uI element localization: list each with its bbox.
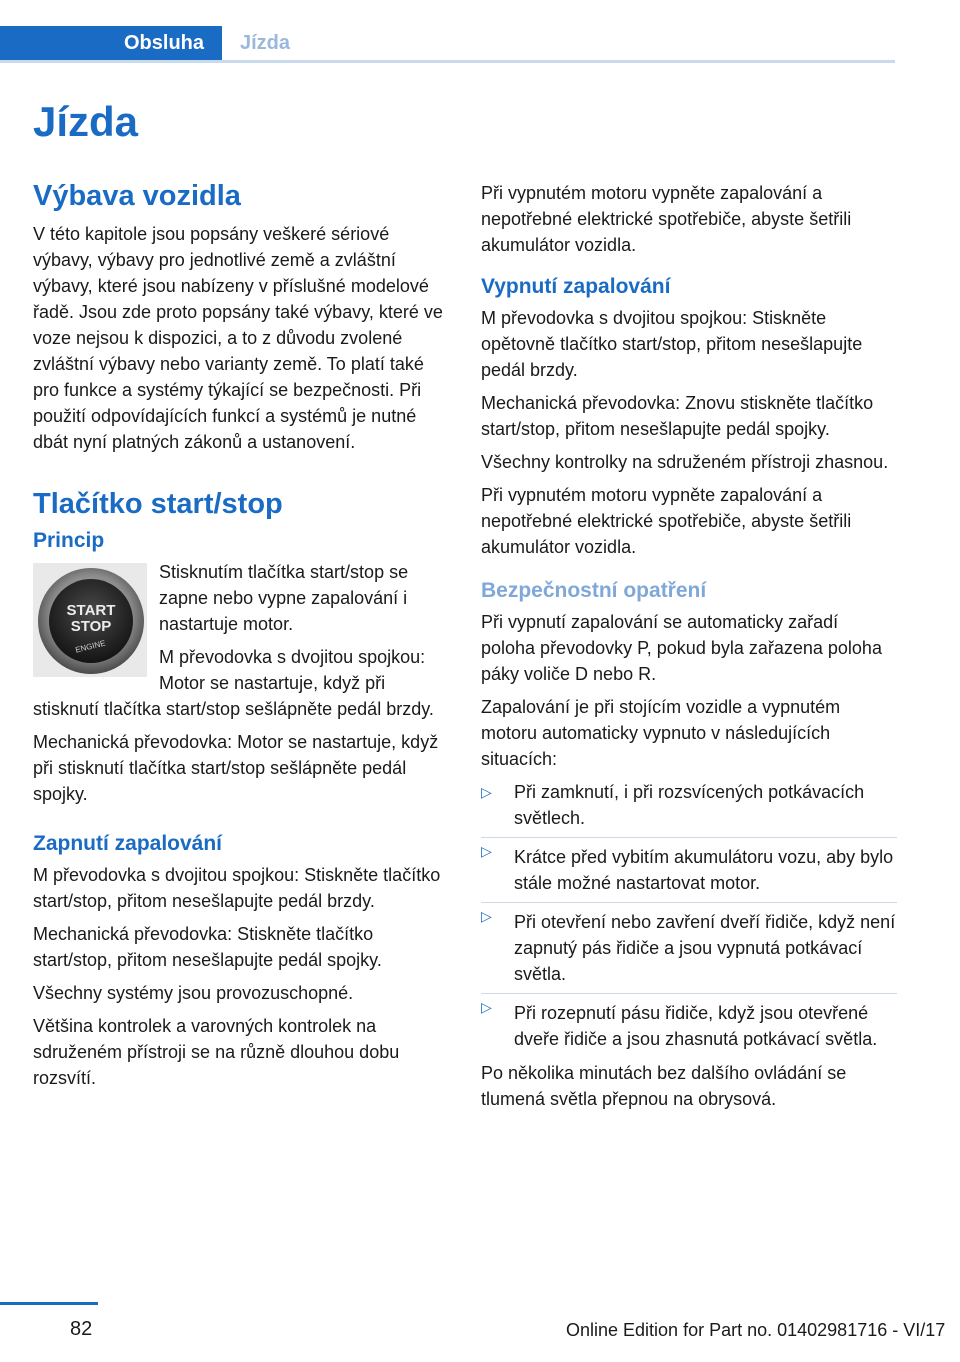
start-stop-button-icon: [33, 563, 147, 677]
header-divider: [0, 60, 895, 63]
list-item-text: Při rozepnutí pásu řidiče, když jsou otevřené dveře řidiče a jsou zhasnutá potkávací světla.: [514, 1003, 878, 1049]
paragraph: Mechanická převodovka: Motor se nastartuje, když při stisknutí tlačítka start/stop sešlápněte pedál spojky.: [33, 732, 439, 804]
list-item-text: Při zamknutí, i při rozsvícených potkávacích světlech.: [514, 782, 865, 828]
paragraph: Při vypnutém motoru vypněte zapalování a nepotřebné elektrické spotřebiče, abyste šetřili akumulátor vozidla.: [481, 183, 852, 255]
right-column: [481, 180, 897, 1119]
subsection-title-bezpecnost: Bezpečnostní opatření: [481, 579, 707, 602]
bullet-list: [481, 779, 897, 1052]
paragraph: Mechanická převodovka: Znovu stiskněte tlačítko start/stop, přitom nesešlapujte pedál spojky.: [481, 393, 874, 439]
paragraph: Po několika minutách bez dalšího ovládání se tlumená světla přepnou na obrysová.: [481, 1063, 847, 1109]
list-item-text: Při otevření nebo zavření dveří řidiče, když není zapnutý pás řidiče a jsou vypnutá potkávací světla.: [514, 912, 896, 984]
triangle-bullet-icon: ▷: [481, 784, 492, 800]
left-column: [33, 180, 448, 1098]
paragraph: Všechny systémy jsou provozuschopné.: [33, 983, 354, 1003]
paragraph: V této kapitole jsou popsány veškeré sériové výbavy, výbavy pro jednotlivé země a zvláštní výbavy, které jsou nabízeny v příslušné modelové řadě. Jsou zde proto popsány také výbavy, které ve voze nejsou k dispozici, a to z důvodu zvolené zvláštní výbavy nebo varianty země. To platí také pro funkce a systémy týkající se bezpečnosti. Při použití odpovídajících funkcí a systémů je nutné dbát nyní platných zákonů a ustanovení.: [33, 224, 443, 452]
subsection-title-zapnuti: Zapnutí zapalování: [33, 832, 223, 855]
paragraph: Všechny kontrolky na sdruženém přístroji zhasnou.: [481, 452, 889, 472]
tab-obsluha: [0, 26, 222, 62]
triangle-bullet-icon: ▷: [481, 908, 492, 924]
page-header: [0, 0, 960, 64]
edition-note: Online Edition for Part no. 01402981716 - VI/17: [566, 1320, 946, 1340]
section-title-start-stop: Tlačítko start/stop: [33, 488, 283, 520]
paragraph: Při vypnutí zapalování se automaticky zařadí poloha převodovky P, pokud byla zařazena poloha páky voliče D nebo R.: [481, 612, 882, 684]
triangle-bullet-icon: ▷: [481, 999, 492, 1015]
page-number: 82: [70, 1318, 93, 1340]
list-item: [481, 902, 897, 987]
list-item-text: Krátce před vybitím akumulátoru vozu, aby bylo stále možné nastartovat motor.: [514, 847, 894, 893]
list-item: [481, 779, 897, 831]
paragraph: M převodovka s dvojitou spojkou: Stiskněte opětovně tlačítko start/stop, přitom nesešlapujte pedál brzdy.: [481, 308, 863, 380]
tab-obsluha-label: Obsluha: [123, 32, 204, 54]
button-text-stop: STOP: [70, 618, 112, 635]
list-item: [481, 993, 897, 1052]
button-text-start: START: [66, 602, 116, 619]
section-title-vybava: Výbava vozidla: [33, 180, 241, 212]
button-text-engine: ENGINE: [74, 638, 107, 655]
paragraph: Zapalování je při stojícím vozidle a vypnutém motoru automaticky vypnuto v následujících situacích:: [481, 697, 841, 769]
start-stop-button-image: [33, 563, 147, 677]
paragraph: M převodovka s dvojitou spojkou: Stiskněte tlačítko start/stop, přitom nesešlapujte pedál brzdy.: [33, 865, 441, 911]
subsection-title-princip: Princip: [33, 529, 105, 552]
paragraph: Mechanická převodovka: Stiskněte tlačítko start/stop, přitom nesešlapujte pedál spojky.: [33, 924, 382, 970]
paragraph: Stisknutím tlačítka start/stop se zapne nebo vypne zapalování i nastartuje motor.: [159, 562, 409, 634]
page-title: Jízda: [33, 98, 139, 145]
paragraph: M převodovka s dvojitou spojkou: Motor se nastartuje, když při stisknutí tlačítka start/stop sešlápněte pedál brzdy.: [33, 647, 434, 719]
paragraph: Většina kontrolek a varovných kontrolek na sdruženém přístroji se na různě dlouhou dobu rozsvítí.: [33, 1016, 400, 1088]
subsection-title-vypnuti: Vypnutí zapalování: [481, 275, 671, 298]
triangle-bullet-icon: ▷: [481, 843, 492, 859]
tab-jizda: Jízda: [240, 32, 291, 54]
list-item: [481, 837, 897, 896]
paragraph: Při vypnutém motoru vypněte zapalování a nepotřebné elektrické spotřebiče, abyste šetřili akumulátor vozidla.: [481, 485, 852, 557]
footer-divider: [0, 1302, 98, 1305]
